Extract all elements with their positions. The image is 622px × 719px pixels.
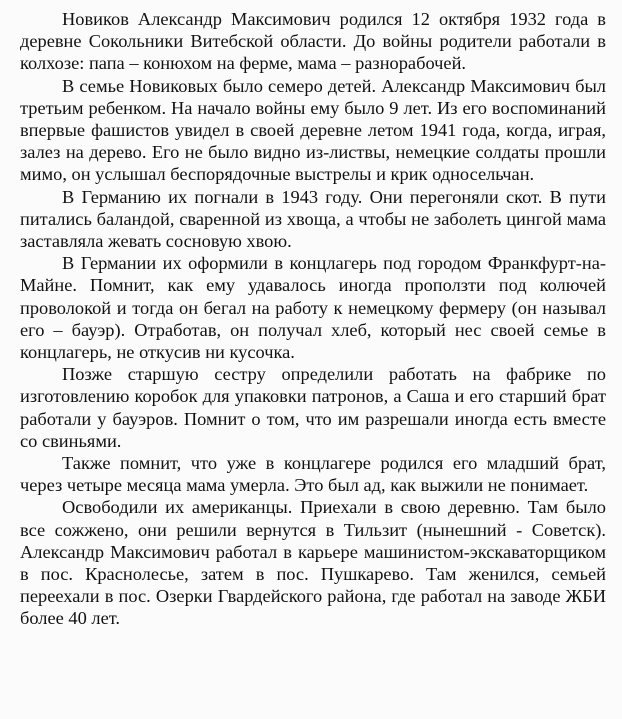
paragraph-deportation: В Германию их погнали в 1943 году. Они перегоняли скот. В пути питались баландой, сваренной из хвоща, а чтобы не заболеть цингой мама заставляла жевать сосновую хвою. xyxy=(20,186,606,252)
paragraph-work: Позже старшую сестру определили работать на фабрике по изготовлению коробок для упаковки патронов, а Саша и его старший брат работали у бауэров. Помнит о том, что им разрешали иногда есть вместе со свиньями. xyxy=(20,364,606,451)
paragraph-family: В семье Новиковых было семеро детей. Александр Максимович был третьим ребенком. На начало войны ему было 9 лет. Из его воспоминаний впервые фашистов увидел в своей деревне летом 1941 года, когда, играя, залез на дерево. Его не было видно из-листвы, немецкие солдаты прошли мимо, он услышал беспорядочные выстрелы и крик односельчан. xyxy=(20,75,606,185)
paragraph-birth: Новиков Александр Максимович родился 12 октября 1932 года в деревне Сокольники Витебской области. До войны родители работали в колхозе: папа – конюхом на ферме, мама – разнорабочей. xyxy=(20,9,606,74)
paragraph-brother-mother: Также помнит, что уже в концлагере родился его младший брат, через четыре месяца мама умерла. Это был ад, как выжили не понимает. xyxy=(20,453,606,496)
paragraph-liberation: Освободили их американцы. Приехали в свою деревню. Там было все сожжено, они решили вернутся в Тильзит (нынешний - Советск). Александр Максимович работал в карьере машинистом-экскаваторщиком в пос. Краснолесье, затем в пос. Пушкарево. Там женился, семьей переехали в пос. Озерки Гвардейского района, где работал на заводе ЖБИ более 40 лет. xyxy=(20,497,606,629)
paragraph-concentration-camp: В Германии их оформили в концлагерь под городом Франкфурт-на- Майне. Помнит, как ему удавалось иногда проползти под колючей проволокой и тогда он бегал на работу к немецкому фермеру (он называл его – бауэр). Отработав, он получал хлеб, который нес своей семье в концлагерь, не откусив ни кусочка. xyxy=(20,253,606,363)
